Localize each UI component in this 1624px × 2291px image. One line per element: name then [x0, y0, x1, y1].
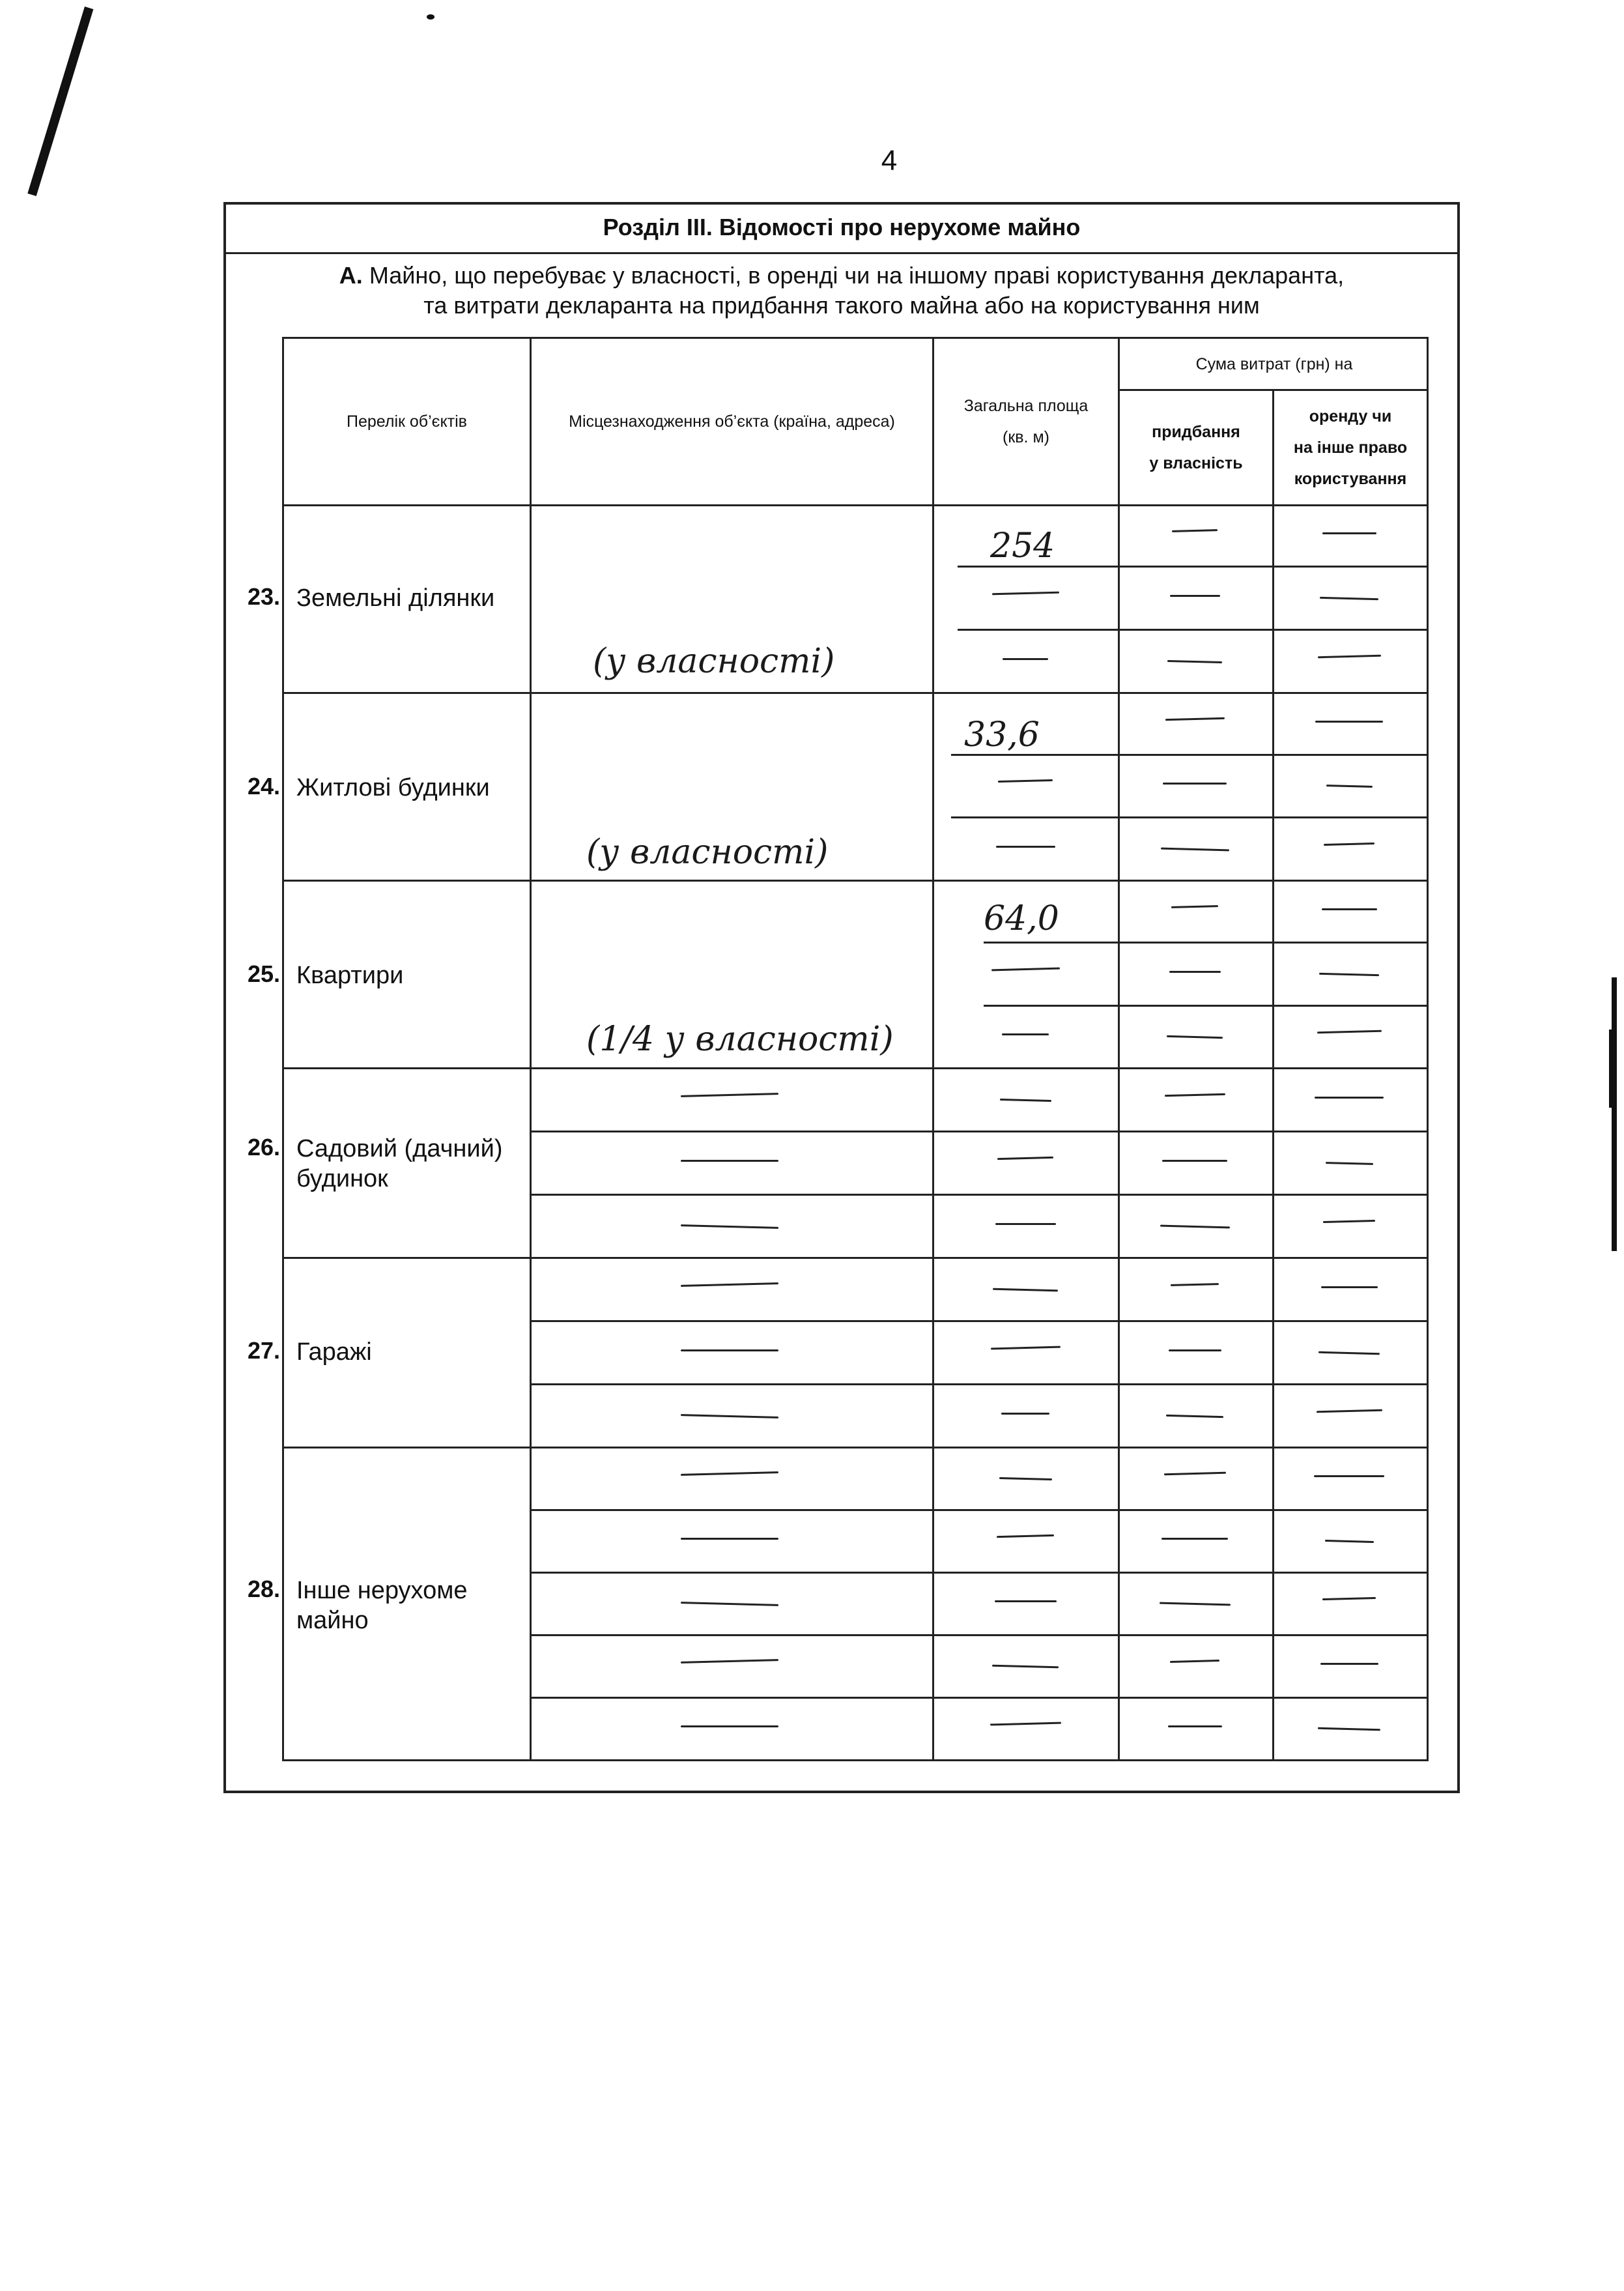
grid-line — [282, 1257, 1429, 1259]
handwritten-dash — [1322, 908, 1377, 910]
subsection-heading — [223, 261, 1460, 321]
grid-line — [282, 1759, 1429, 1761]
grid-line — [282, 692, 1429, 694]
grid-line — [282, 504, 1429, 506]
handwritten-dash — [995, 1223, 1056, 1225]
handwritten-dash — [1321, 1286, 1378, 1288]
grid-line — [530, 1634, 1429, 1636]
handwritten-dash — [1161, 1538, 1228, 1540]
handwritten-area: 33,6 — [964, 715, 1040, 755]
subsection-letter: А. — [339, 262, 363, 289]
handwritten-dash — [1169, 971, 1221, 973]
grid-line — [530, 1383, 1429, 1385]
subsection-line1: Майно, що перебуває у власності, в оренді чи на іншому праві користування декларанта, — [369, 262, 1345, 289]
row-number: 27. — [247, 1337, 280, 1364]
grid-line — [530, 1320, 1429, 1322]
row-label: Гаражі — [296, 1338, 372, 1366]
header-purchase: придбання у власність — [1149, 423, 1243, 472]
handwritten-ownership: (1/4 у власності) — [586, 1020, 894, 1059]
grid-line — [984, 942, 1429, 944]
scan-edge-mark — [27, 7, 93, 196]
handwritten-ownership: (у власності) — [586, 833, 829, 872]
header-objects: Перелік об’єктів — [347, 412, 467, 431]
subsection-line2: та витрати декларанта на придбання такого майна або на користування ним — [423, 292, 1260, 319]
grid-line — [1272, 389, 1274, 1761]
grid-line — [958, 629, 1429, 631]
handwritten-dash — [1314, 1475, 1384, 1477]
grid-line — [951, 816, 1429, 818]
handwritten-dash — [1320, 1663, 1378, 1665]
handwritten-ownership: (у власності) — [593, 642, 835, 681]
row-label: Квартири — [296, 962, 404, 989]
handwritten-dash — [1315, 1097, 1384, 1099]
handwritten-dash — [681, 1160, 778, 1162]
grid-line — [530, 337, 532, 1761]
grid-line — [530, 1509, 1429, 1511]
row-label: Інше нерухоме майно — [296, 1577, 468, 1634]
header-location: Місцезнаходження об’єкта (країна, адреса) — [569, 412, 895, 431]
row-number: 24. — [247, 773, 280, 800]
grid-line — [282, 880, 1429, 882]
row-label: Земельні ділянки — [296, 584, 495, 612]
handwritten-area: 64,0 — [984, 899, 1059, 938]
handwritten-dash — [1169, 1349, 1221, 1351]
row-number: 28. — [247, 1576, 280, 1602]
handwritten-area: 254 — [990, 526, 1055, 566]
grid-line — [530, 1697, 1429, 1699]
row-label: Садовий (дачний) будинок — [296, 1135, 503, 1192]
handwritten-dash — [681, 1349, 778, 1351]
grid-line — [282, 1447, 1429, 1448]
grid-line — [984, 1005, 1429, 1007]
scan-dot — [427, 14, 434, 20]
handwritten-dash — [1003, 658, 1048, 660]
handwritten-dash — [996, 846, 1055, 848]
header-expenses: Сума витрат (грн) на — [1195, 354, 1353, 373]
row-number: 26. — [247, 1134, 280, 1160]
grid-line — [282, 337, 284, 1761]
section-title: Розділ III. Відомості про нерухоме майно — [223, 202, 1460, 254]
grid-line — [1118, 337, 1120, 1761]
grid-line — [530, 1194, 1429, 1196]
handwritten-dash — [681, 1725, 778, 1727]
grid-line — [958, 566, 1429, 568]
row-label: Житлові будинки — [296, 774, 490, 801]
handwritten-dash — [681, 1538, 778, 1540]
handwritten-dash — [1168, 1725, 1222, 1727]
scan-edge-mark — [1612, 977, 1617, 1251]
grid-line — [530, 1572, 1429, 1574]
handwritten-dash — [1315, 721, 1383, 723]
scan-edge-mark — [1609, 1030, 1617, 1108]
handwritten-dash — [1163, 783, 1227, 785]
page-number: 4 — [881, 145, 898, 177]
grid-line — [530, 1131, 1429, 1132]
row-number: 25. — [247, 960, 280, 987]
grid-line — [1427, 337, 1429, 1761]
header-rent: оренду чи на інше право користування — [1293, 407, 1408, 488]
handwritten-dash — [1322, 532, 1376, 534]
handwritten-dash — [1170, 595, 1220, 597]
handwritten-dash — [1001, 1413, 1049, 1415]
handwritten-dash — [1002, 1033, 1049, 1035]
grid-line — [282, 1067, 1429, 1069]
handwritten-dash — [995, 1600, 1057, 1602]
grid-line — [932, 337, 934, 1761]
header-area: Загальна площа (кв. м) — [963, 397, 1089, 446]
handwritten-dash — [1162, 1160, 1227, 1162]
row-number: 23. — [247, 583, 280, 610]
